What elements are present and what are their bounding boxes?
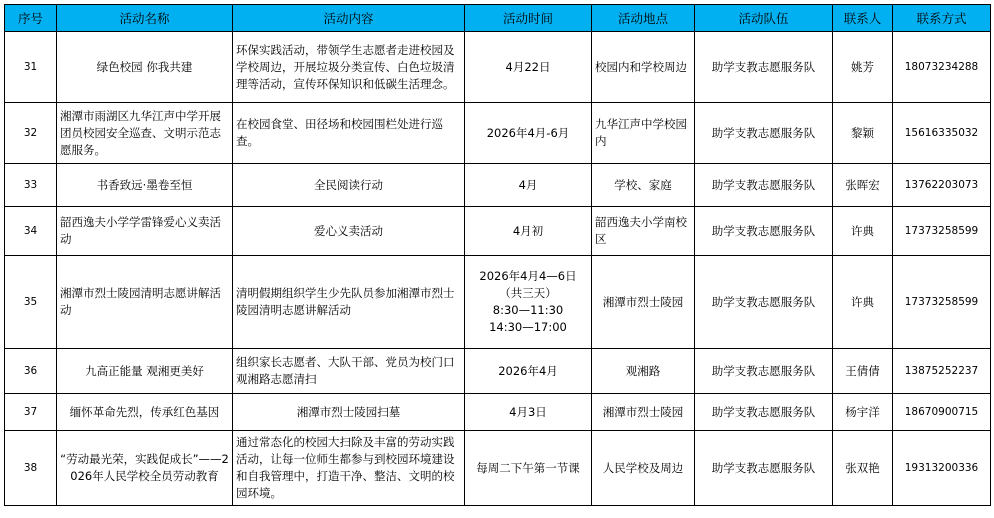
header-activity-team: 活动队伍	[695, 5, 833, 32]
row-activity-time: 4月	[465, 164, 592, 207]
row-activity-content: 环保实践活动，带领学生志愿者走进校园及学校周边，开展垃圾分类宣传、白色垃圾清理等活动，宣传环保知识和低碳生活理念。	[233, 32, 465, 103]
row-activity-name: 书香致远·墨卷至恒	[57, 164, 233, 207]
row-contact: 黎颖	[833, 103, 893, 164]
time-line: 8:30—11:30	[492, 303, 564, 317]
row-activity-name: “劳动最光荣，实践促成长”——2026年人民学校全员劳动教育	[57, 431, 233, 506]
row-activity-place: 人民学校及周边	[592, 431, 695, 506]
header-no: 序号	[5, 5, 57, 32]
row-activity-time: 4月初	[465, 207, 592, 256]
header-contact: 联系人	[833, 5, 893, 32]
row-activity-team: 助学支教志愿服务队	[695, 394, 833, 431]
row-activity-content: 清明假期组织学生少先队员参加湘潭市烈士陵园清明志愿讲解活动	[233, 256, 465, 349]
row-activity-content: 在校园食堂、田径场和校园围栏处进行巡查。	[233, 103, 465, 164]
header-activity-time: 活动时间	[465, 5, 592, 32]
row-activity-time: 2026年4月	[465, 349, 592, 394]
row-activity-place: 学校、家庭	[592, 164, 695, 207]
row-no: 34	[5, 207, 57, 256]
time-line: 14:30—17:00	[489, 320, 567, 334]
header-activity-name: 活动名称	[57, 5, 233, 32]
row-activity-content: 爱心义卖活动	[233, 207, 465, 256]
row-activity-team: 助学支教志愿服务队	[695, 431, 833, 506]
row-contact: 张晖宏	[833, 164, 893, 207]
row-activity-time: 4月3日	[465, 394, 592, 431]
row-activity-time: 2026年4月-6月	[465, 103, 592, 164]
table-row	[5, 256, 991, 349]
row-phone: 19313200336	[893, 431, 991, 506]
row-contact: 许典	[833, 256, 893, 349]
time-line: 2026年4月4—6日	[479, 269, 577, 283]
row-activity-team: 助学支教志愿服务队	[695, 349, 833, 394]
time-line: （共三天）	[499, 286, 557, 300]
row-activity-content: 全民阅读行动	[233, 164, 465, 207]
table-row	[5, 349, 991, 394]
row-phone: 13875252237	[893, 349, 991, 394]
table-row	[5, 207, 991, 256]
header-activity-content: 活动内容	[233, 5, 465, 32]
row-activity-team: 助学支教志愿服务队	[695, 32, 833, 103]
row-activity-name: 韶西逸夫小学学雷锋爱心义卖活动	[57, 207, 233, 256]
volunteer-activity-table	[4, 4, 991, 506]
row-activity-place: 观湘路	[592, 349, 695, 394]
row-activity-team: 助学支教志愿服务队	[695, 256, 833, 349]
row-activity-name: 湘潭市雨湖区九华江声中学开展团员校园安全巡查、文明示范志愿服务。	[57, 103, 233, 164]
row-contact: 姚芳	[833, 32, 893, 103]
row-contact: 王倩倩	[833, 349, 893, 394]
row-phone: 13762203073	[893, 164, 991, 207]
row-contact: 张双艳	[833, 431, 893, 506]
row-activity-content: 通过常态化的校园大扫除及丰富的劳动实践活动，让每一位师生都参与到校园环境建设和自我管理中，打造干净、整洁、文明的校园环境。	[233, 431, 465, 506]
table-row	[5, 394, 991, 431]
row-activity-time	[465, 256, 592, 349]
row-activity-content: 湘潭市烈士陵园扫墓	[233, 394, 465, 431]
row-no: 31	[5, 32, 57, 103]
row-no: 32	[5, 103, 57, 164]
row-activity-content: 组织家长志愿者、大队干部、党员为校门口观湘路志愿清扫	[233, 349, 465, 394]
row-no: 38	[5, 431, 57, 506]
table-body	[5, 32, 991, 506]
row-phone: 18073234288	[893, 32, 991, 103]
table-header	[5, 5, 991, 32]
row-no: 36	[5, 349, 57, 394]
row-activity-place: 韶西逸夫小学南校区	[592, 207, 695, 256]
header-activity-place: 活动地点	[592, 5, 695, 32]
row-activity-team: 助学支教志愿服务队	[695, 164, 833, 207]
row-phone: 18670900715	[893, 394, 991, 431]
row-activity-team: 助学支教志愿服务队	[695, 207, 833, 256]
row-activity-place: 校园内和学校周边	[592, 32, 695, 103]
row-activity-name: 缅怀革命先烈，传承红色基因	[57, 394, 233, 431]
row-activity-name: 湘潭市烈士陵园清明志愿讲解活动	[57, 256, 233, 349]
row-activity-place: 九华江声中学校园内	[592, 103, 695, 164]
table-row	[5, 164, 991, 207]
row-no: 33	[5, 164, 57, 207]
row-activity-name: 九高正能量 观湘更美好	[57, 349, 233, 394]
row-no: 35	[5, 256, 57, 349]
row-phone: 17373258599	[893, 207, 991, 256]
row-phone: 15616335032	[893, 103, 991, 164]
activity-table-container	[4, 4, 990, 506]
table-row	[5, 103, 991, 164]
row-contact: 许典	[833, 207, 893, 256]
table-row	[5, 431, 991, 506]
row-activity-team: 助学支教志愿服务队	[695, 103, 833, 164]
header-row	[5, 5, 991, 32]
row-contact: 杨宇洋	[833, 394, 893, 431]
row-activity-name: 绿色校园 你我共建	[57, 32, 233, 103]
table-row	[5, 32, 991, 103]
row-activity-time: 每周二下午第一节课	[465, 431, 592, 506]
row-phone: 17373258599	[893, 256, 991, 349]
row-activity-time: 4月22日	[465, 32, 592, 103]
header-phone: 联系方式	[893, 5, 991, 32]
row-activity-place: 湘潭市烈士陵园	[592, 256, 695, 349]
row-activity-place: 湘潭市烈士陵园	[592, 394, 695, 431]
row-no: 37	[5, 394, 57, 431]
